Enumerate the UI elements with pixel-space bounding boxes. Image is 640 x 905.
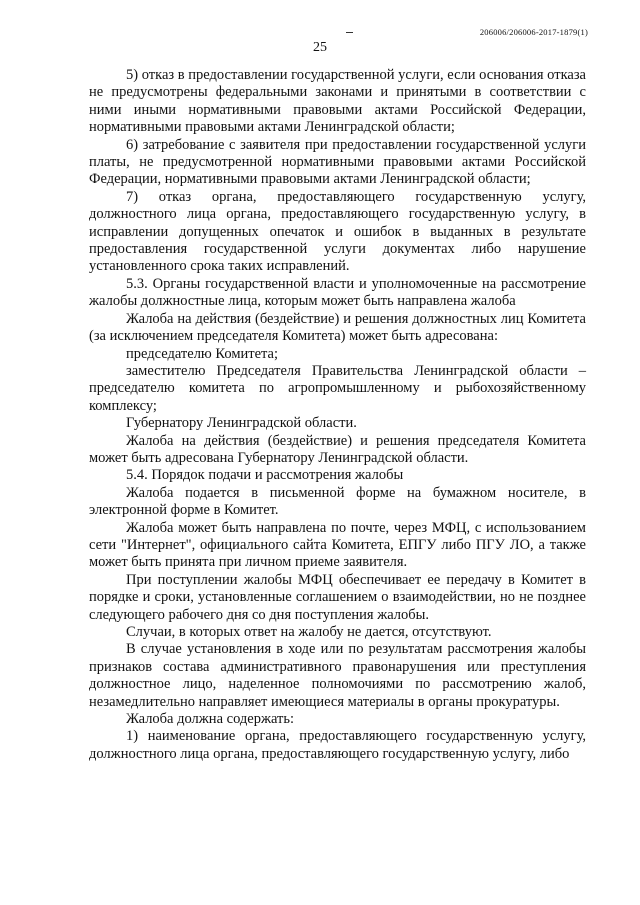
paragraph: Жалоба должна содержать: xyxy=(126,711,295,728)
document-code: 206006/206006-2017-1879(1) xyxy=(479,27,588,37)
section-heading: 5.4. Порядок подачи и рассмотрения жалобы xyxy=(126,467,404,484)
paragraph: 5) отказ в предоставлении государственной услуги, если основания отказа не предусмотрены федеральными законами и принятыми в соответствии с ними иными нормативными правовыми актами Российской Федерации, нормативными правовыми актами Ленинградской области; xyxy=(89,67,586,136)
paragraph: 7) отказ органа, предоставляющего государственную услугу, должностного лица органа, предоставляющего государственную услугу, в исправлении допущенных опечаток и ошибок в выданных в результате предоставления государственной услуги документах либо нарушение установленного срока таких исправлений. xyxy=(89,188,586,275)
paragraph: Случаи, в которых ответ на жалобу не дается, отсутствуют. xyxy=(126,624,492,640)
paragraph: Жалоба на действия (бездействие) и решения председателя Комитета может быть адресована Губернатору Ленинградской области. xyxy=(89,432,586,466)
document-body xyxy=(89,67,586,763)
list-item: 1) наименование органа, предоставляющего государственную услугу, должностного лица органа, предоставляющего государственную услугу, либо xyxy=(89,728,586,762)
scan-mark xyxy=(346,32,353,33)
list-item: Губернатору Ленинградской области. xyxy=(126,415,357,432)
paragraph: Жалоба подается в письменной форме на бумажном носителе, в электронной форме в Комитет. xyxy=(89,484,586,519)
list-item: заместителю Председателя Правительства Ленинградской области – председателю комитета по агропромышленному и рыбохозяйственному комплексу; xyxy=(89,362,586,414)
paragraph: Жалоба может быть направлена по почте, через МФЦ, с использованием сети "Интернет", официального сайта Комитета, ЕПГУ либо ПГУ ЛО, а также может быть принята при личном приеме заявителя. xyxy=(89,519,586,571)
paragraph: В случае установления в ходе или по результатам рассмотрения жалобы признаков состава административного правонарушения или преступления должностное лицо, наделенное полномочиями по рассмотрению жалоб, незамедлительно направляет имеющиеся материалы в органы прокуратуры. xyxy=(89,641,586,710)
paragraph: При поступлении жалобы МФЦ обеспечивает ее передачу в Комитет в порядке и сроки, установленные соглашением о взаимодействии, но не позднее следующего рабочего дня со дня поступления жалобы. xyxy=(89,571,586,623)
list-item: председателю Комитета; xyxy=(126,345,279,362)
paragraph: Жалоба на действия (бездействие) и решения должностных лиц Комитета (за исключением председателя Комитета) может быть адресована: xyxy=(89,310,586,345)
paragraph: 6) затребование с заявителя при предоставлении государственной услуги платы, не предусмотренной нормативными правовыми актами Российской Федерации, нормативными правовыми актами Ленинградской области; xyxy=(89,136,586,188)
section-heading: 5.3. Органы государственной власти и уполномоченные на рассмотрение жалобы должностные лица, которым может быть направлена жалоба xyxy=(89,275,586,310)
page-number: 25 xyxy=(313,40,327,55)
